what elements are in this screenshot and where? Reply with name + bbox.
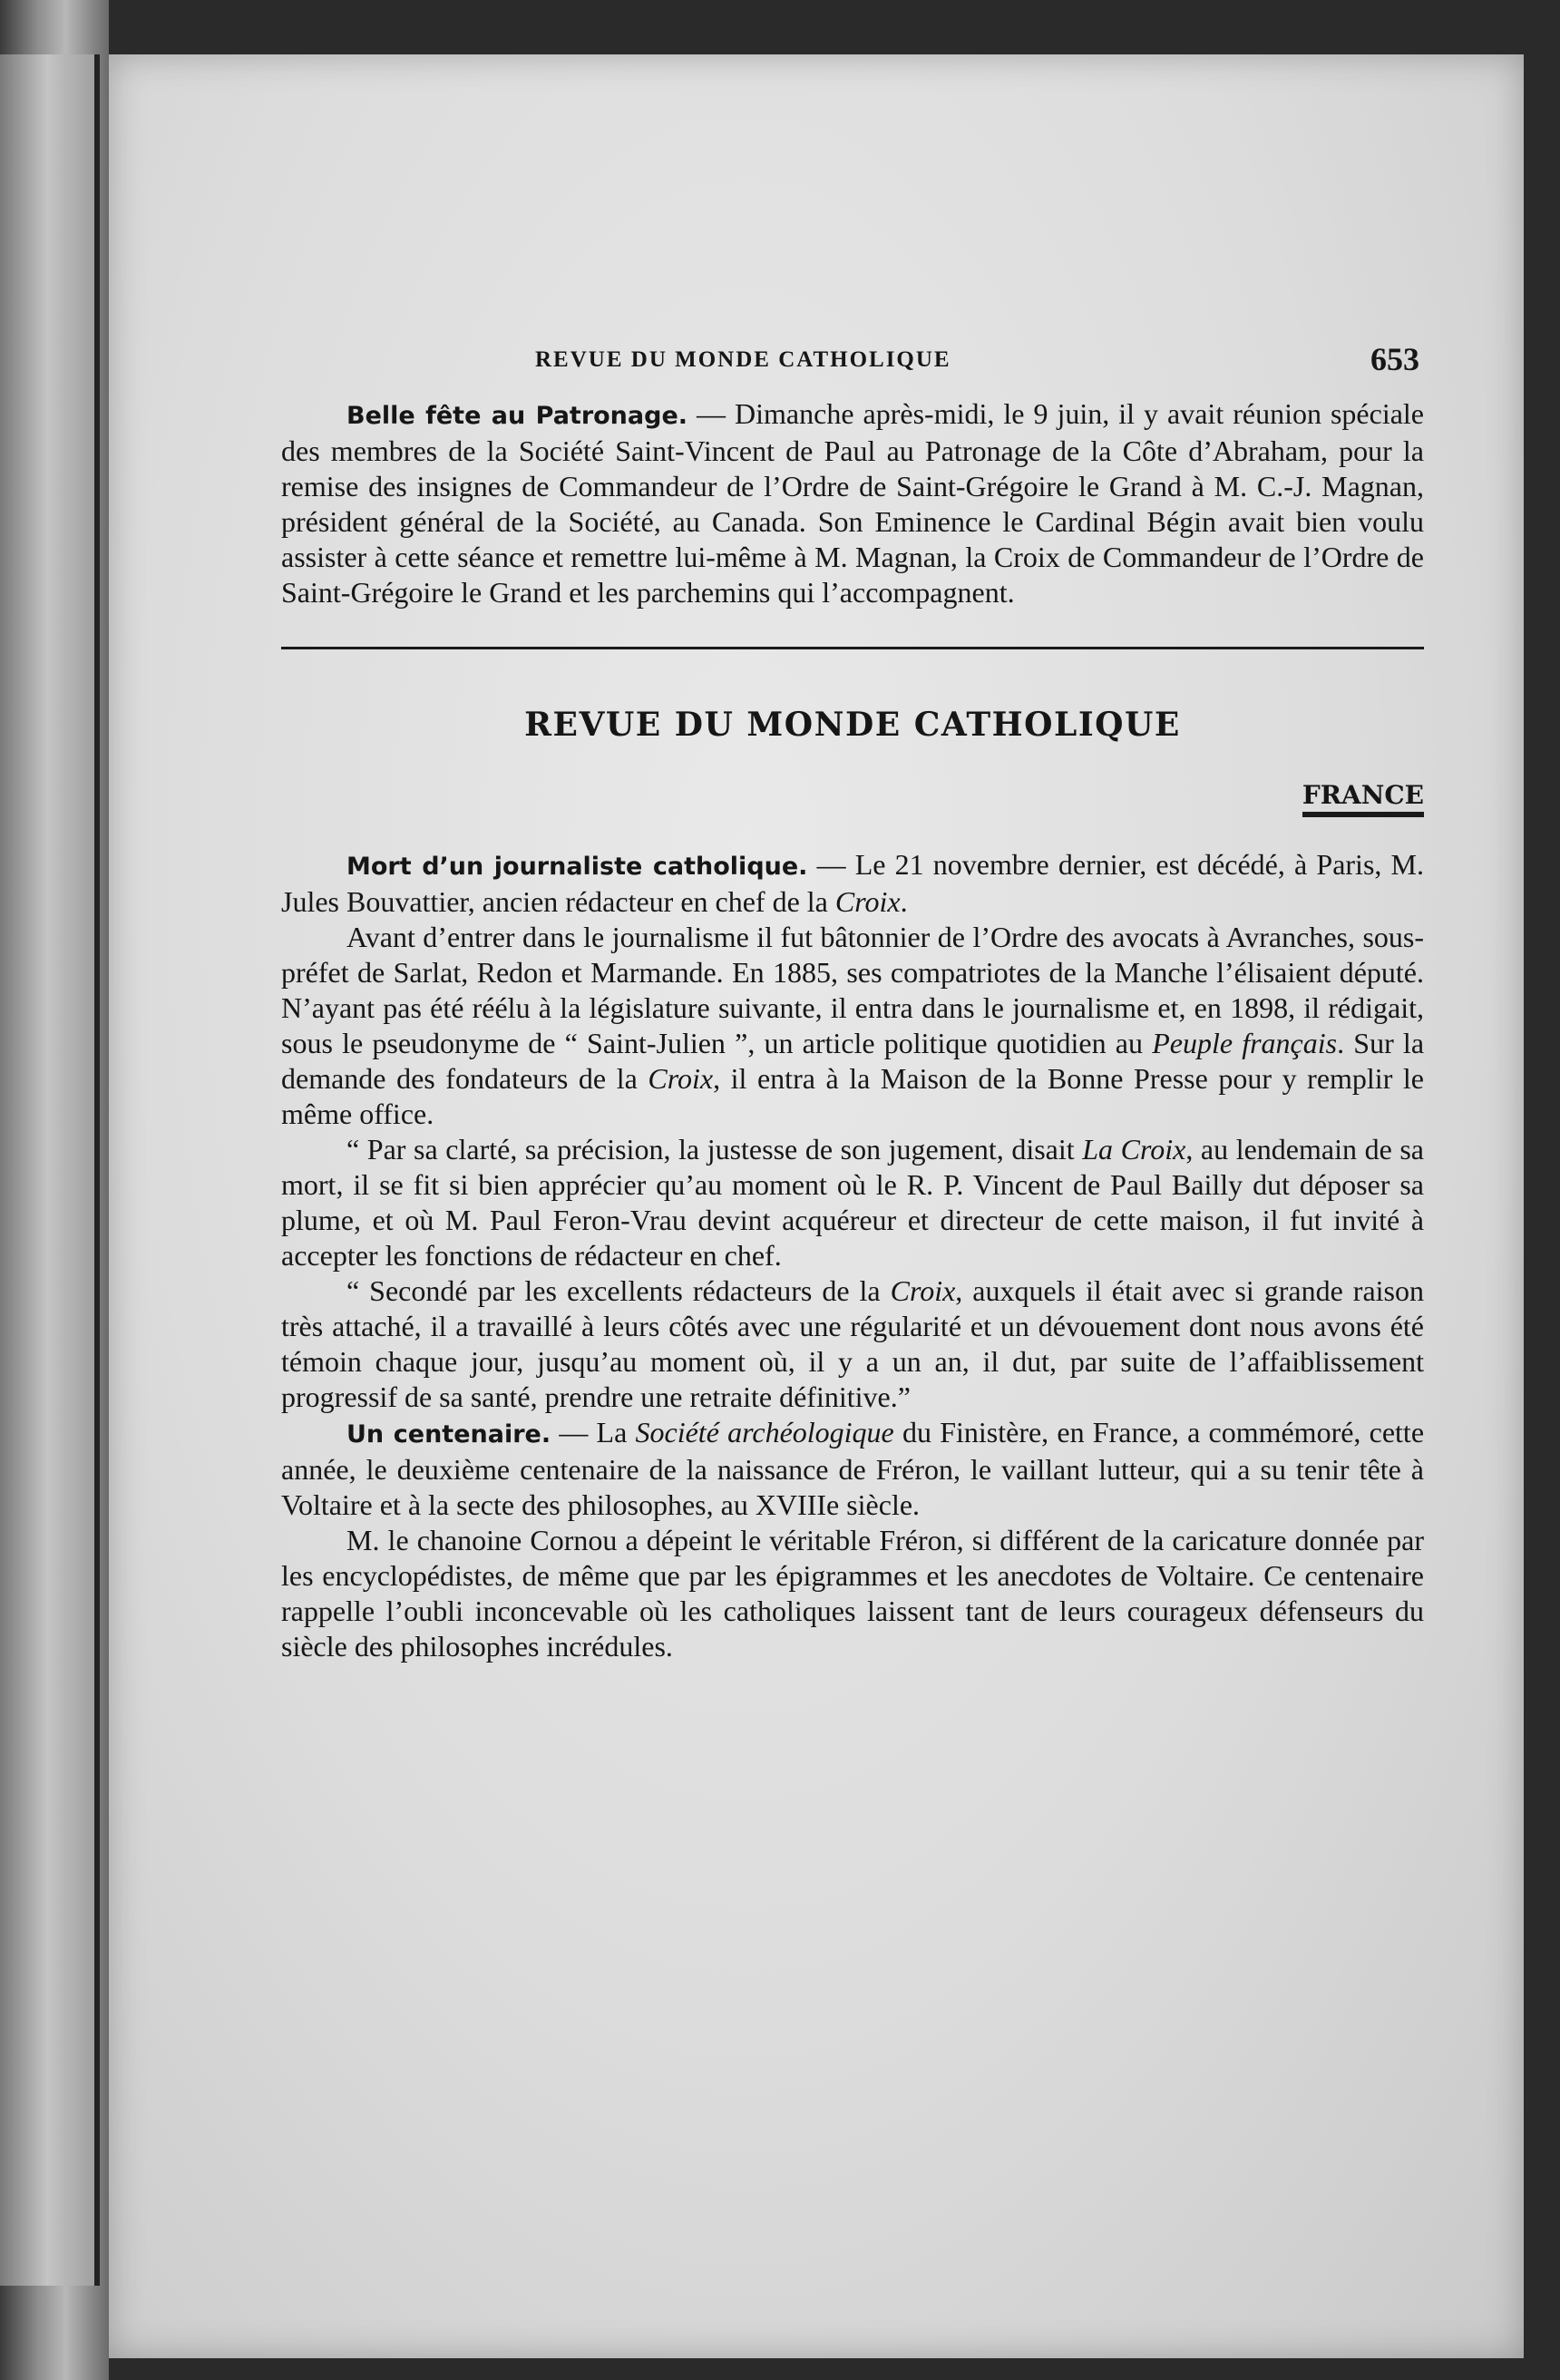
paragraph-text: , il entra à la Maison de la Bonne Presse pour y remplir le même office. bbox=[281, 1062, 1425, 1130]
item-heading: Mort d’un journaliste catholique. bbox=[346, 853, 808, 881]
paragraph-text: , auxquels il était avec si grande raison très attaché, il a travaillé à leurs côtés avec une régularité et un dévouement dont nous avons été témoin chaque jour, jusqu’au moment où, il y a un an, il dut, par suite de l’affaiblissement progressif de sa santé, prendre une retraite définitive.” bbox=[281, 1274, 1425, 1413]
journal-page bbox=[109, 54, 1524, 2358]
page-number: 653 bbox=[1370, 341, 1419, 377]
item-belle-fete bbox=[281, 396, 1424, 610]
adjacent-page-edge bbox=[0, 0, 109, 2380]
paragraph-text: . Sur la demande des fondateurs de la bbox=[281, 1027, 1425, 1095]
italic-title: Croix bbox=[834, 885, 901, 918]
page-content bbox=[281, 340, 1424, 1664]
item-heading: Belle fête au Patronage. bbox=[346, 402, 688, 430]
item-text: — Le 21 novembre dernier, est décédé, à Paris, M. Jules Bouvattier, ancien rédacteur en chef de la bbox=[281, 848, 1424, 918]
section-divider bbox=[281, 647, 1424, 649]
country-heading bbox=[281, 780, 1424, 827]
italic-title: Société archéologique bbox=[635, 1416, 894, 1448]
paragraph: M. le chanoine Cornou a dépeint le véritable Fréron, si différent de la caricature donnée par les encyclopédistes, de même que par les épigrammes et les anecdotes de Voltaire. Ce centenaire rappelle l’oubli inconcevable où les catholiques laissent tant de leurs courageux défenseurs du siècle des philosophes incrédules. bbox=[281, 1524, 1424, 1663]
adjacent-page-surface bbox=[0, 54, 100, 2286]
section-title: REVUE DU MONDE CATHOLIQUE bbox=[524, 706, 1181, 744]
paragraph-text: Avant d’entrer dans le journalisme il fut bâtonnier de l’Ordre des avocats à Avranches, sous-préfet de Sarlat, Redon et Marmande. En 1885, ses compatriotes de la Manche l’élisaient député. N’ayant pas été réélu à la législature suivante, il entra dans le journalisme et, en 1898, il rédigait, sous le pseudonyme de “ Saint-Julien ”, un article politique quotidien au bbox=[281, 921, 1424, 1059]
item-text: du Finistère, en France, a commémoré, cette année, le deuxième centenaire de la naissance de Fréron, le vaillant lutteur, qui a su tenir tête à Voltaire et à la secte des philosophes, au XVIIIe siècle. bbox=[281, 1416, 1425, 1521]
paragraph bbox=[281, 920, 1424, 1132]
running-title: REVUE DU MONDE CATHOLIQUE bbox=[535, 347, 951, 372]
italic-title: Croix bbox=[890, 1274, 956, 1307]
paragraph-text: “ Secondé par les excellents rédacteurs de la bbox=[346, 1274, 891, 1307]
paragraph-text: , au lendemain de sa mort, il se fit si bien apprécier qu’au moment où le R. P. Vincent de Paul Bailly dut déposer sa plume, et où M. Paul Feron-Vrau devint acquéreur et directeur de cette maison, il fut invité à accepter les fonctions de rédacteur en chef. bbox=[281, 1133, 1425, 1272]
italic-title: Peuple français bbox=[1152, 1027, 1338, 1059]
quotation-paragraph bbox=[281, 1132, 1424, 1273]
item-text: — La bbox=[551, 1416, 636, 1448]
quotation-paragraph bbox=[281, 1273, 1424, 1415]
item-heading: Un centenaire. bbox=[346, 1420, 551, 1448]
paragraph-text: “ Par sa clarté, sa précision, la justesse de son jugement, disait bbox=[346, 1133, 1083, 1166]
italic-title: Croix bbox=[648, 1062, 714, 1095]
country-label: FRANCE bbox=[1302, 780, 1424, 817]
running-head bbox=[281, 340, 1424, 385]
item-mort-journaliste bbox=[281, 847, 1424, 920]
item-centenaire bbox=[281, 1415, 1424, 1523]
item-text: — Dimanche après-midi, le 9 juin, il y avait réunion spéciale des membres de la Société Saint-Vincent de Paul au Patronage de la Côte d’Abraham, pour la remise des insignes de Commandeur de l’Ordre de Saint-Grégoire le Grand à M. C.-J. Magnan, président général de la Société, au Canada. Son Eminence le Cardinal Bégin avait bien voulu assister à cette séance et remettre lui-même à M. Magnan, la Croix de Commandeur de l’Ordre de Saint-Grégoire le Grand et les parchemins qui l’accompagnent. bbox=[281, 397, 1425, 609]
item-text: . bbox=[900, 885, 908, 918]
italic-title: La Croix bbox=[1082, 1133, 1186, 1166]
